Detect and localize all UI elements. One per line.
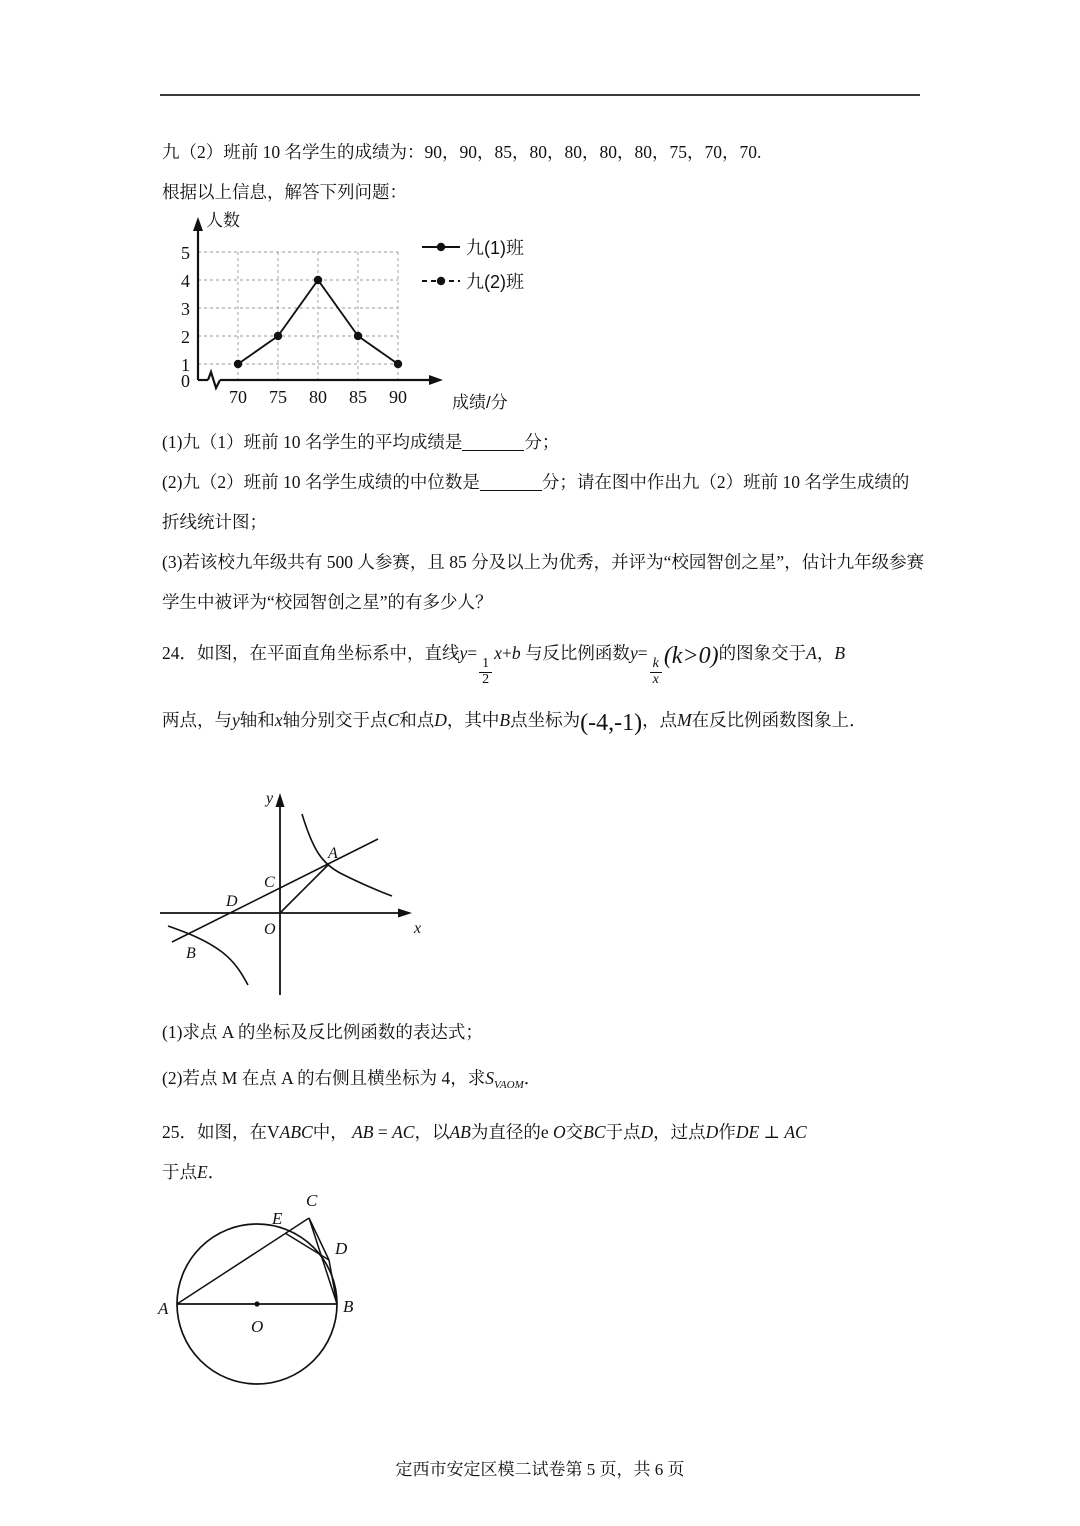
- q24-line2-f: ，点: [642, 710, 678, 730]
- q24-eq2-numerator: k: [650, 657, 662, 673]
- label-y: y: [266, 790, 274, 807]
- x-tick-85: 85: [349, 387, 367, 407]
- q25-line1-b: ，以: [414, 1122, 450, 1142]
- q24-axis-y: y: [232, 710, 240, 730]
- q24-point-D: D: [434, 710, 447, 730]
- x-tick-labels: [229, 387, 407, 407]
- segment-OA: [280, 864, 329, 913]
- q24-eq2-eq: =: [637, 643, 648, 663]
- q23-sub1-blank[interactable]: [462, 450, 524, 451]
- label-A: A: [328, 845, 338, 862]
- label-B: B: [343, 1297, 354, 1316]
- q24-line2-e: 点坐标为: [510, 710, 581, 730]
- q24-eq1-x: x: [494, 643, 502, 663]
- legend-item-1: [422, 238, 524, 258]
- label-x: x: [414, 920, 422, 937]
- q25-t-AB: AB: [352, 1122, 374, 1142]
- line-chart: [160, 204, 580, 416]
- segment-AC: [177, 1218, 309, 1304]
- x-tick-90: 90: [389, 387, 407, 407]
- q23-scores-line: [162, 132, 926, 172]
- y-tick-1: 1: [181, 355, 190, 375]
- q25-perp: ⊥: [763, 1122, 780, 1142]
- q23-instruction-text: 根据以上信息，解答下列问题：: [162, 182, 407, 202]
- y-tick-2: 2: [181, 327, 190, 347]
- q24-eq1-numerator: 1: [479, 657, 492, 673]
- x-tick-80: 80: [309, 387, 327, 407]
- header-rule: [160, 94, 920, 96]
- label-O: O: [251, 1317, 264, 1336]
- q24-sub2-text-pre: (2)若点 M 在点 A 的右侧且横坐标为 4，求: [162, 1068, 486, 1088]
- q24-line2-b: 轴分别交于点: [282, 710, 388, 730]
- q24-eq2-condition: (k>0): [663, 643, 719, 669]
- legend-item-2: [422, 272, 524, 292]
- y-tick-4: 4: [181, 271, 190, 291]
- q25-t-O: O: [553, 1122, 566, 1142]
- q23-sub2-blank[interactable]: [480, 490, 542, 491]
- page-footer: [0, 1455, 1080, 1480]
- q24-eq1-y: y: [459, 643, 468, 663]
- q24-line2-d: ，其中: [446, 710, 500, 730]
- label-D: D: [226, 893, 238, 910]
- q24-stem-line2: [162, 700, 926, 743]
- center-point-O: [254, 1301, 259, 1306]
- q23-sub2-text-b: 分；请在图中作出九（2）班前 10 名学生成绩的折线统计图；: [162, 472, 910, 532]
- q25-triangle-symbol: V: [267, 1122, 280, 1142]
- q25-line1-g: 作: [718, 1122, 736, 1142]
- q24-line2-pre: 两点，与: [162, 710, 232, 730]
- q25-eq: =: [377, 1122, 388, 1142]
- figure-y-axis: [276, 793, 285, 995]
- x-axis: [198, 372, 443, 388]
- q25-line1-a: 中，: [312, 1122, 348, 1142]
- q24-eq1-plus: +: [501, 643, 512, 663]
- q25-stem-line1: [162, 1112, 926, 1152]
- q25-t-ABC: ABC: [279, 1122, 313, 1142]
- legend-label-2: 九(2)班: [466, 272, 524, 292]
- label-D: D: [335, 1239, 348, 1258]
- label-A: A: [158, 1299, 169, 1318]
- q24-axis-x: x: [274, 710, 283, 730]
- label-C: C: [306, 1191, 318, 1210]
- circle-figure: [152, 1186, 402, 1386]
- q24-point-A: A: [806, 643, 817, 663]
- q24-sub1: [162, 1012, 926, 1052]
- q24-sub2-subscript: VAOM: [494, 1079, 524, 1091]
- q24-line1-mid: 与反比例函数: [524, 643, 630, 663]
- q24-eq2-y: y: [629, 643, 638, 663]
- q25-t-AC2: AC: [784, 1122, 807, 1142]
- q23-scores-text: 九（2）班前 10 名学生的成绩为：90，90，85，80，80，80，80，75，70，70.: [162, 142, 762, 162]
- q25-circle-symbol: e: [540, 1122, 549, 1142]
- q23-sub1: [162, 422, 926, 462]
- y-axis-title: 人数: [206, 211, 240, 230]
- q24-stem-line1: [162, 630, 926, 687]
- hyperbola-branch-q3: [168, 926, 248, 985]
- q24-coord-B: (-4,-1): [580, 710, 643, 736]
- q23-sub1-text-a: (1)九（1）班前 10 名学生的平均成绩是: [162, 432, 463, 452]
- coordinate-figure: [150, 782, 440, 998]
- label-O: O: [264, 921, 276, 938]
- y-axis: [193, 217, 203, 380]
- q25-t-AC: AC: [392, 1122, 415, 1142]
- q25-t-DE: DE: [735, 1122, 760, 1142]
- q25-line2-post: ．: [207, 1162, 226, 1182]
- chart-legend: [422, 238, 524, 292]
- grid-vertical: [238, 252, 398, 380]
- q24-eq2-denominator: x: [652, 671, 659, 687]
- q24-comma1: ，: [816, 643, 835, 663]
- label-E: E: [272, 1209, 283, 1228]
- q23-sub3-text: (3)若该校九年级共有 500 人参赛，且 85 分及以上为优秀，并评为“校园智创之星”，估计九年级参赛学生中被评为“校园智创之星”的有多少人？: [162, 552, 925, 612]
- segment-CB: [309, 1218, 337, 1304]
- q24-eq2-fraction: [650, 657, 662, 687]
- q24-line1-pre: 24．如图，在平面直角坐标系中，直线: [162, 643, 460, 663]
- q25-t-BC: BC: [583, 1122, 606, 1142]
- label-C: C: [264, 874, 275, 891]
- q24-eq1-fraction: [479, 657, 492, 687]
- label-B: B: [186, 945, 196, 962]
- y-tick-0: 0: [181, 371, 190, 391]
- q24-sub1-text: (1)求点 A 的坐标及反比例函数的表达式；: [162, 1022, 483, 1042]
- q25-t-D: D: [640, 1122, 654, 1142]
- q25-line1-f: ，过点: [653, 1122, 706, 1142]
- circle-figure-svg: [152, 1186, 402, 1386]
- q24-eq1-b: b: [511, 643, 521, 663]
- q25-t-E: E: [197, 1162, 208, 1182]
- q25-line2-pre: 于点: [162, 1162, 197, 1182]
- q25-line1-d: 交: [565, 1122, 584, 1142]
- x-tick-75: 75: [269, 387, 287, 407]
- q23-sub1-text-b: 分；: [524, 432, 560, 452]
- q25-line1-c: 为直径的: [470, 1122, 541, 1142]
- q25-t-AB2: AB: [449, 1122, 471, 1142]
- q24-point-C: C: [387, 710, 400, 730]
- q24-line1-post: 的图象交于: [718, 643, 807, 663]
- series-1-line: [238, 280, 398, 364]
- x-axis-title: 成绩/分: [452, 393, 508, 412]
- q24-point-B2: B: [499, 710, 511, 730]
- q24-eq1-denominator: 2: [482, 671, 490, 687]
- q23-sub3: [162, 542, 926, 622]
- q24-eq1-eq: =: [467, 643, 478, 663]
- q24-point-M: M: [677, 710, 692, 730]
- q24-line2-a: 轴和: [239, 710, 275, 730]
- legend-label-1: 九(1)班: [466, 238, 524, 258]
- page-footer-text: 定西市安定区模二试卷第 5 页，共 6 页: [395, 1460, 685, 1479]
- q23-sub2-text-a: (2)九（2）班前 10 名学生成绩的中位数是: [162, 472, 480, 492]
- y-tick-3: 3: [181, 299, 190, 319]
- q25-line1-pre: 25．如图，在: [162, 1122, 267, 1142]
- figure-x-axis: [160, 909, 412, 918]
- q24-sub2: [162, 1058, 926, 1105]
- q24-sub2-text-post: ．: [523, 1068, 542, 1088]
- q24-point-B: B: [834, 643, 846, 663]
- q25-t-D2: D: [705, 1122, 719, 1142]
- coordinate-figure-svg: [150, 782, 440, 998]
- y-tick-labels: [181, 243, 190, 391]
- q24-sub2-S: S: [485, 1068, 495, 1088]
- line-chart-svg: [160, 204, 580, 416]
- q23-sub2: [162, 462, 926, 542]
- y-tick-5: 5: [181, 243, 190, 263]
- q24-line2-g: 在反比例函数图象上．: [691, 710, 867, 730]
- x-tick-70: 70: [229, 387, 247, 407]
- q24-line2-c: 和点: [399, 710, 435, 730]
- q25-line1-e: 于点: [605, 1122, 641, 1142]
